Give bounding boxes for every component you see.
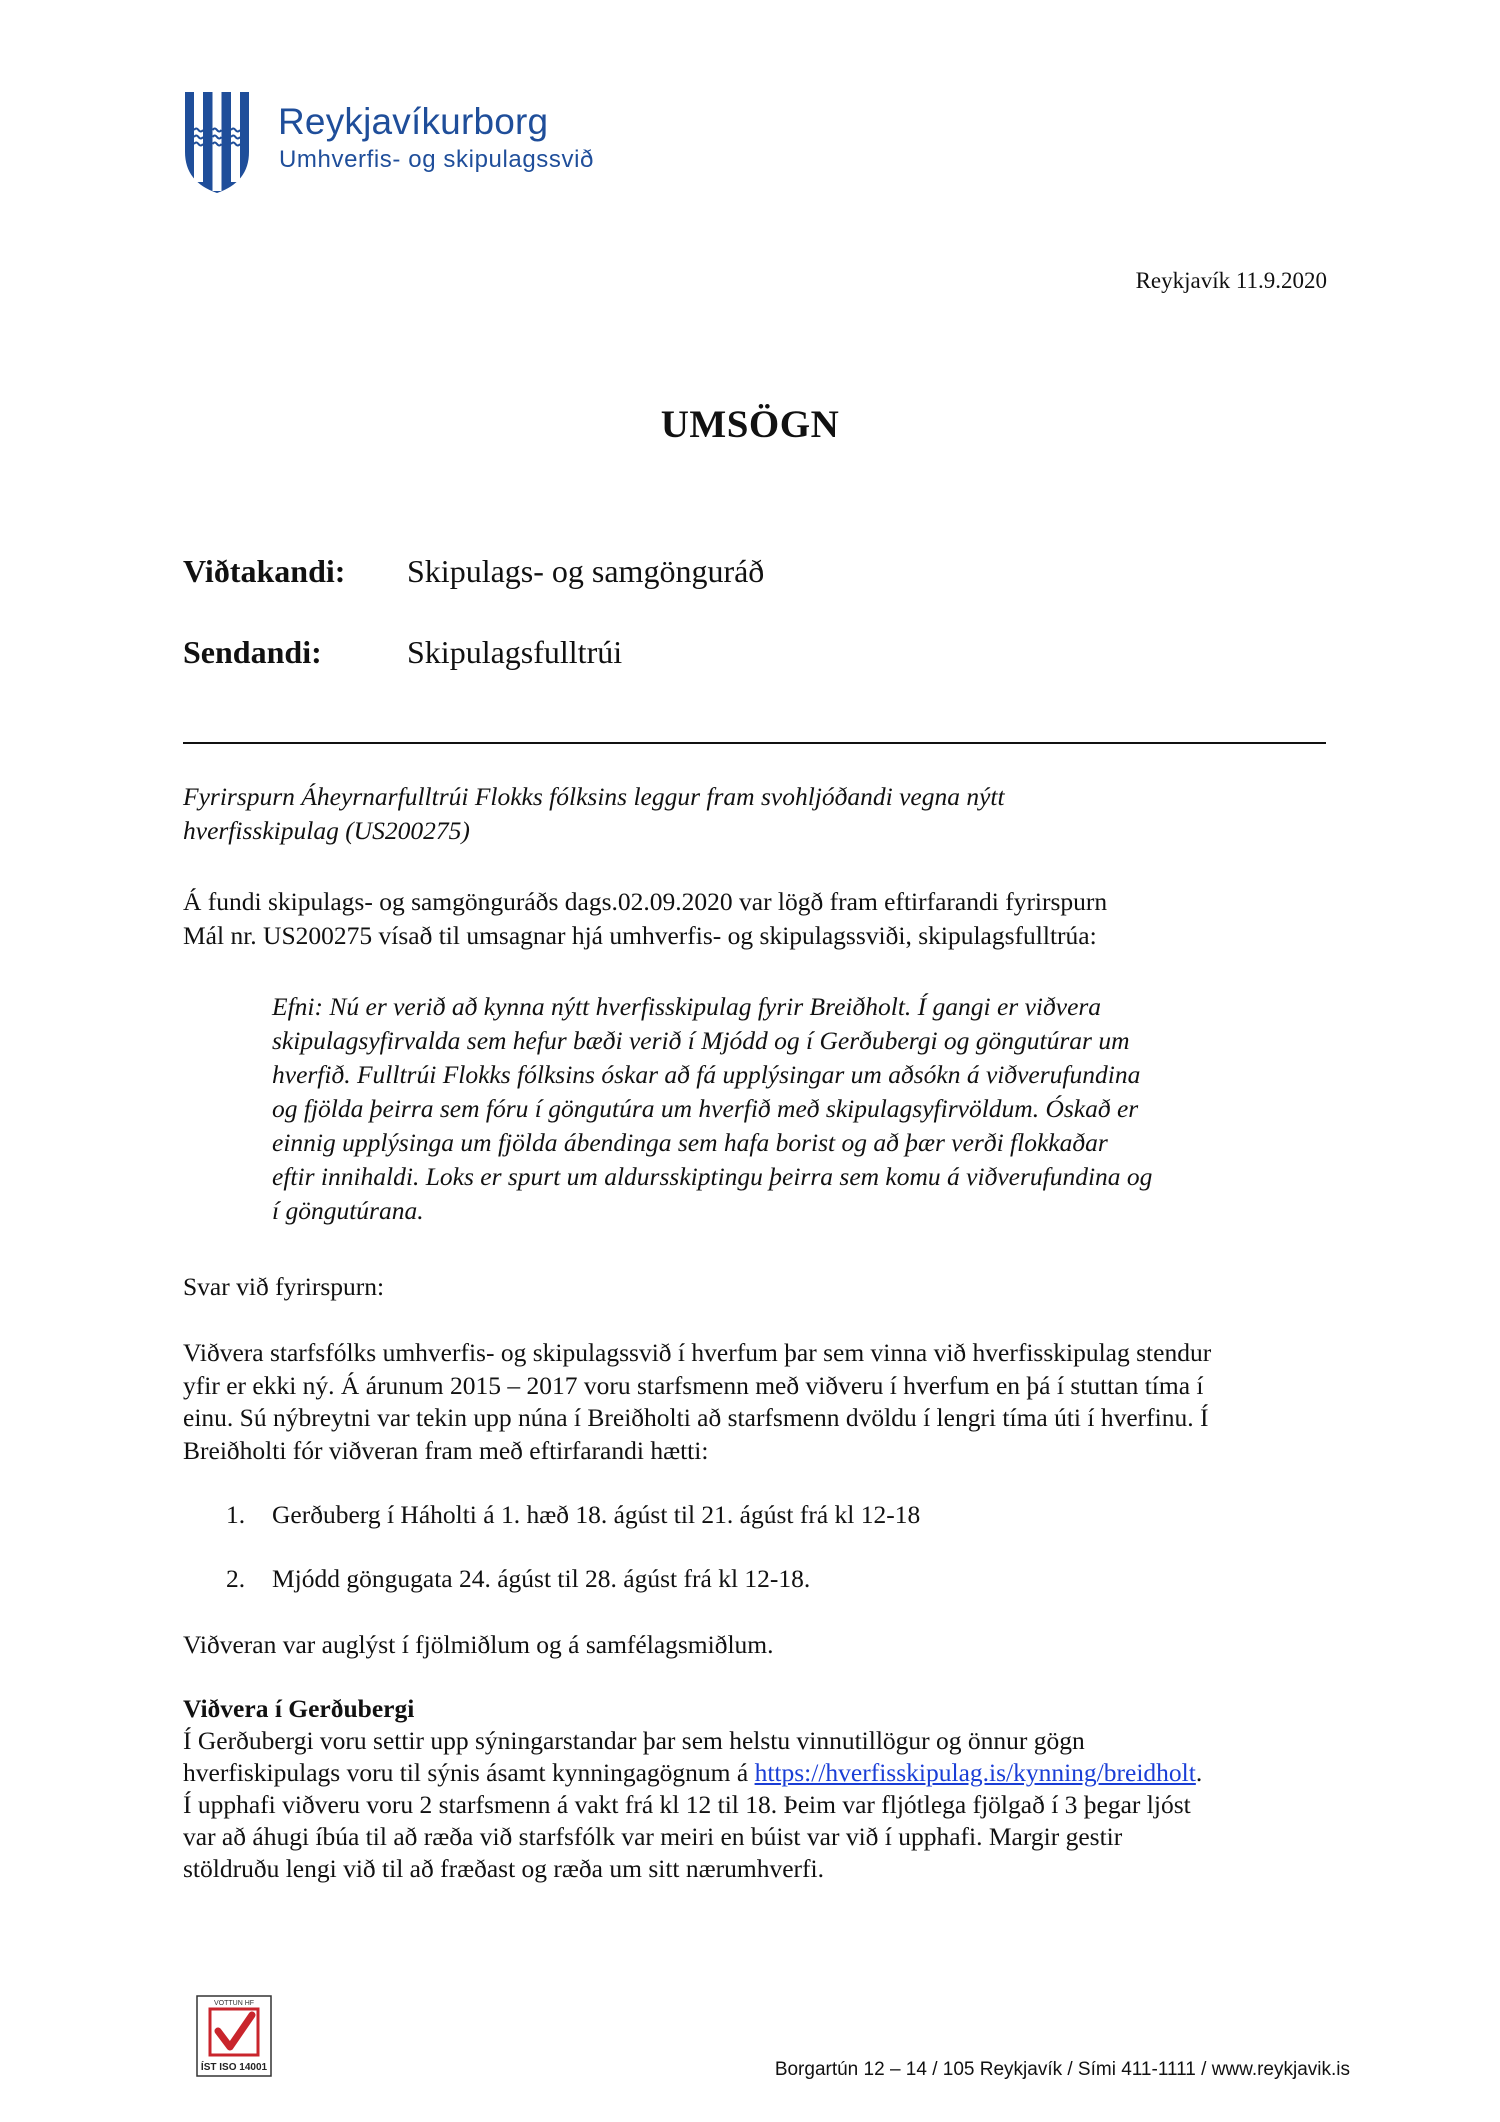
breidholt-link[interactable]: https://hverfisskipulag.is/kynning/breidholt <box>754 1758 1196 1787</box>
intro-paragraph <box>183 885 1333 953</box>
reykjavik-shield-icon <box>183 90 251 195</box>
section-line-prefix: hverfiskipulags voru til sýnis ásamt kynningagögnum á <box>183 1758 755 1787</box>
badge-top-text: VOTTUN HF <box>213 2000 255 2007</box>
section-gerduberg <box>183 1693 1333 1885</box>
section-line: Í Gerðubergi voru settir upp sýningarstandar þar sem helstu vinnutillögur og önnur gögn <box>183 1726 1085 1755</box>
question-line: í göngutúrana. <box>272 1196 424 1225</box>
question-line: Efni: Nú er verið að kynna nýtt hverfisskipulag fyrir Breiðholt. Í gangi er viðvera <box>272 992 1102 1021</box>
question-line: hverfið. Fulltrúi Flokks fólksins óskar að fá upplýsingar um aðsókn á viðverufundina <box>272 1060 1141 1089</box>
section-line: stöldruðu lengi við til að fræðast og ræða um sitt nærumhverfi. <box>183 1854 824 1883</box>
question-line: skipulagsyfirvalda sem hefur bæði verið í Mjódd og í Gerðubergi og göngutúrar um <box>272 1026 1130 1055</box>
separator-line <box>183 742 1326 744</box>
answer-line: Viðvera starfsfólks umhverfis- og skipulagssvið í hverfum þar sem vinna við hverfisskipulag stendur <box>183 1338 1212 1367</box>
footer-address: Borgartún 12 – 14 / 105 Reykjavík / Sími 411-1111 / www.reykjavik.is <box>774 2059 1350 2080</box>
document-date: Reykjavík 11.9.2020 <box>1135 268 1327 293</box>
recipient-value: Skipulags- og samgönguráð <box>407 553 765 589</box>
badge-bottom-text: ÍST ISO 14001 <box>200 2062 268 2073</box>
list-item-text: Gerðuberg í Háholti á 1. hæð 18. ágúst til 21. ágúst frá kl 12-18 <box>272 1500 921 1529</box>
advertised-sentence: Viðveran var auglýst í fjölmiðlum og á samfélagsmiðlum. <box>183 1630 774 1659</box>
subject-line: Fyrirspurn Áheyrnarfulltrúi Flokks fólksins leggur fram svohljóðandi vegna nýtt <box>183 782 1005 811</box>
question-line: einnig upplýsinga um fjölda ábendinga sem hafa borist og að þær verði flokkaðar <box>272 1128 1108 1157</box>
sender-value: Skipulagsfulltrúi <box>407 634 623 670</box>
document-title: UMSÖGN <box>660 403 840 446</box>
answer-line: einu. Sú nýbreytni var tekin upp núna í Breiðholti að starfsmenn dvöldu í lengri tíma úti í hverfinu. Í <box>183 1403 1209 1432</box>
org-department: Umhverfis- og skipulagssvið <box>279 146 594 173</box>
iso-certification-badge-icon <box>196 1995 272 2077</box>
org-name: Reykjavíkurborg <box>278 101 549 142</box>
subject-line: hverfisskipulag (US200275) <box>183 816 470 845</box>
section-line <box>183 1757 1333 1789</box>
section-heading: Viðvera í Gerðubergi <box>183 1694 415 1723</box>
question-line: og fjölda þeirra sem fóru í göngutúra um hverfið með skipulagsyfirvöldum. Óskað er <box>272 1094 1139 1123</box>
section-line: var að áhugi íbúa til að ræða við starfsfólk var meiri en búist var við í upphafi. Margir gestir <box>183 1822 1123 1851</box>
question-block <box>272 990 1342 1228</box>
section-line: Í upphafi viðveru voru 2 starfsmenn á vakt frá kl 12 til 18. Þeim var fljótlega fjölgað í 3 þegar ljóst <box>183 1790 1191 1819</box>
list-item-text: Mjódd göngugata 24. ágúst til 28. ágúst frá kl 12-18. <box>272 1564 811 1593</box>
answer-paragraph <box>183 1337 1333 1467</box>
answer-line: yfir er ekki ný. Á árunum 2015 – 2017 voru starfsmenn með viðveru í hverfum en þá í stuttan tíma í <box>183 1370 1204 1400</box>
subject <box>183 780 1333 848</box>
answer-line: Breiðholti fór viðveran fram með eftirfarandi hætti: <box>183 1435 709 1465</box>
intro-line: Mál nr. US200275 vísað til umsagnar hjá umhverfis- og skipulagssviði, skipulagsfulltrúa: <box>183 921 1097 950</box>
question-line: eftir innihaldi. Loks er spurt um aldursskiptingu þeirra sem komu á viðverufundina og <box>272 1162 1153 1191</box>
intro-line: Á fundi skipulags- og samgönguráðs dags.02.09.2020 var lögð fram eftirfarandi fyrirspurn <box>183 887 1108 916</box>
answer-heading: Svar við fyrirspurn: <box>183 1272 385 1301</box>
list-item-number: 1. <box>226 1500 246 1529</box>
sender-label: Sendandi: <box>183 634 322 670</box>
recipient-label: Viðtakandi: <box>183 553 346 589</box>
section-line-suffix: . <box>1195 1758 1203 1787</box>
list-item-number: 2. <box>226 1564 246 1593</box>
